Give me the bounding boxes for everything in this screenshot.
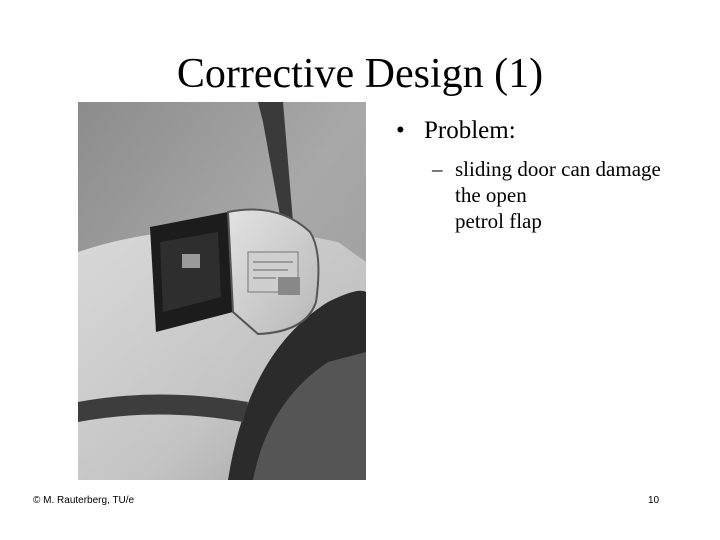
sub-bullet-line: sliding door can damage xyxy=(455,157,661,181)
bullet-problem xyxy=(396,116,516,146)
bullet-text: Problem: xyxy=(424,117,516,144)
page-number: 10 xyxy=(648,495,660,506)
car-petrol-flap-photo xyxy=(78,102,366,480)
slide-title: Corrective Design (1) xyxy=(176,51,544,97)
footer-copyright: © M. Rauterberg, TU/e xyxy=(33,495,135,506)
sub-bullet-line: the open xyxy=(455,183,527,207)
sub-bullet-line: petrol flap xyxy=(455,209,542,233)
bullet-marker: • xyxy=(396,117,405,144)
sub-bullet-marker: – xyxy=(432,157,443,181)
